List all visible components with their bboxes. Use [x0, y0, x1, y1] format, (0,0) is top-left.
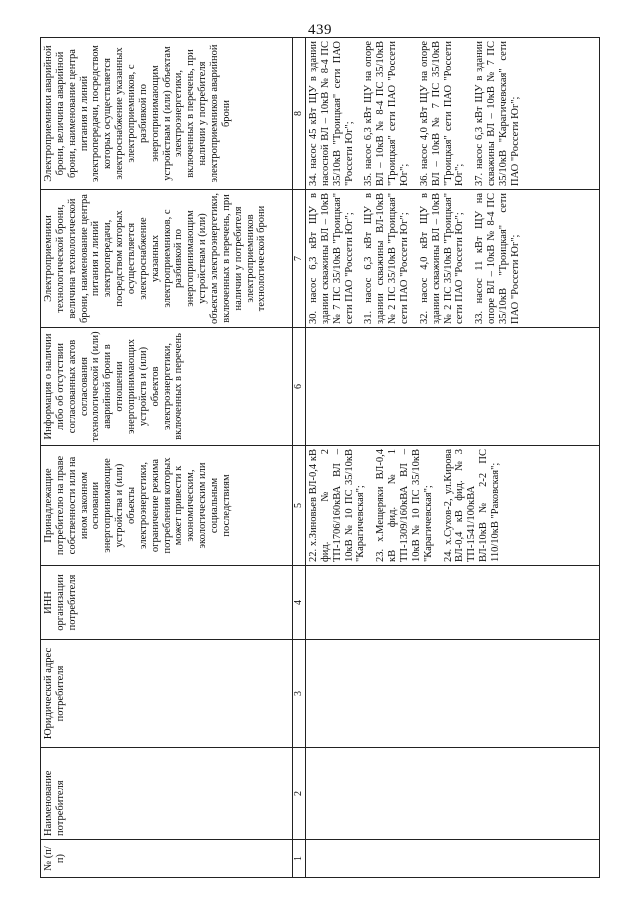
header-cell: № (п/п) [41, 840, 293, 878]
tech-reserve-entry: 30. насос 6,3 кВт ЩУ в здании скважины ВЛ – 10кВ № 7 ПС 35/10кВ "Троицкая" сети ПАО "Россети Юг"; [308, 193, 355, 324]
header-cell: Наименование потребителя [41, 748, 293, 840]
cell-number [306, 840, 600, 878]
cell-inn [306, 566, 600, 640]
column-number-row [293, 38, 306, 878]
emergency-reserve-entry: 37. насос 6,3 кВт ЩУ в здании скважины ВЛ – 10кВ № 7 ПС 35/10кВ "Карагичевская" сети ПАО "Россети Юг"; [474, 41, 521, 186]
cell-acts-info [306, 328, 600, 446]
column-number: 5 [293, 446, 306, 566]
tech-reserve-entry: 33. насос 11 кВт ЩУ на опоре ВЛ – 10кВ № 8-4 ПС 35/10кВ "Троицкая" сети ПАО "Россети Юг"; [474, 193, 521, 324]
device-entry: 22. х.Зиновьев ВЛ-0,4 кВ фид. №2 ТП-1706/160кВА ВЛ – 10кВ № 10 ПС 35/10кВ "Карагичевская"; [308, 449, 367, 562]
column-number: 8 [293, 38, 306, 190]
tech-reserve-entry: 31. насос 6,3 кВт ЩУ в здании скважины ВЛ-10кВ № 2 ПС 35/10кВ "Троицкая" сети ПАО "Россети Юг"; [363, 193, 411, 324]
tech-reserve-entry: 32. насос 4,0 кВт ЩУ в здании скважины ВЛ – 10кВ № 2 ПС 35/10кВ "Троицкая" сети ПАО "Россети Юг"; [418, 193, 466, 324]
header-row [41, 38, 293, 878]
header-cell: Юридический адрес потребителя [41, 640, 293, 748]
emergency-reserve-entry: 36. насос 4,0 кВт ЩУ на опоре ВЛ – 10кВ № 7 ПС 35/10кВ "Троицкая" сети ПАО "Россети Юг"; [418, 41, 466, 186]
column-number: 3 [293, 640, 306, 748]
header-cell: Информация о наличии либо об отсутствии согласованных актов согласования технологической и (или) аварийной брони в отношении энергопринимающих устройств и (или) объектов электроэнергетики, включенных в перечень [41, 328, 293, 446]
header-cell: Электроприемники аварийной брони, величина аварийной брони, наименование центра питания и линий электропередачи, посредством которых осуществляется электроснабжение указанных электроприемников, с разбивкой по энергопринимающим устройствам и (или) объектам электроэнергетики, включенных в перечень, при наличии у потребителя электроприемников аварийной брони [41, 38, 293, 190]
column-number: 6 [293, 328, 306, 446]
column-number: 7 [293, 190, 306, 328]
column-number: 4 [293, 566, 306, 640]
cell-devices [306, 446, 600, 566]
device-entry: 24. х.Сухов-2, ул.Кирова ВЛ-0,4 кВ фид. №3 ТП-1541/100кВА ВЛ-10кВ № 2-2 ПС 110/10кВ "Раковская"; [442, 449, 502, 562]
header-cell: ИНН организации потребителя [41, 566, 293, 640]
emergency-reserve-entry: 35. насос 6,3 кВт ЩУ на опоре ВЛ – 10кВ № 8-4 ПС 35/10кВ "Троицкая" сети ПАО "Россети Юг"; [363, 41, 411, 186]
cell-legal-address [306, 640, 600, 748]
page-number: 439 [308, 22, 332, 38]
device-entry: 23. х.Мещеряки ВЛ-0,4 кВ фид. №1 ТП-1309/160кВА ВЛ – 10кВ № 10 ПС 35/10кВ "Карагичевская"; [375, 449, 434, 562]
cell-emergency-reserve [306, 38, 600, 190]
column-number: 2 [293, 748, 306, 840]
cell-technological-reserve [306, 190, 600, 328]
header-cell: Принадлежащие потребителю на праве собственности или на ином законном основании энергопринимающие устройства и (или) объекты электроэнергетики, ограничение режима потребления которых может привести к экономическим, экологическим или социальным последствиям [41, 446, 293, 566]
table-row [306, 38, 600, 878]
consumer-table [40, 37, 600, 878]
column-number: 1 [293, 840, 306, 878]
header-cell: Электроприемники технологической брони, величина технологической брони, наименование центра питания и линий электропередачи, посредством которых осуществляется электроснабжение указанных электроприемников, с разбивкой по энергопринимающим устройствам и (или) объектам электроэнергетики, включенных в перечень, при наличии у потребителя электроприемников технологической брони [41, 190, 293, 328]
emergency-reserve-entry: 34. насос 45 кВт ЩУ в здании насосной ВЛ – 10кВ № 8-4 ПС 35/10кВ "Троицкая" сети ПАО "Россети Юг"; [308, 41, 355, 186]
cell-consumer-name [306, 748, 600, 840]
rotated-table-container [40, 38, 600, 878]
